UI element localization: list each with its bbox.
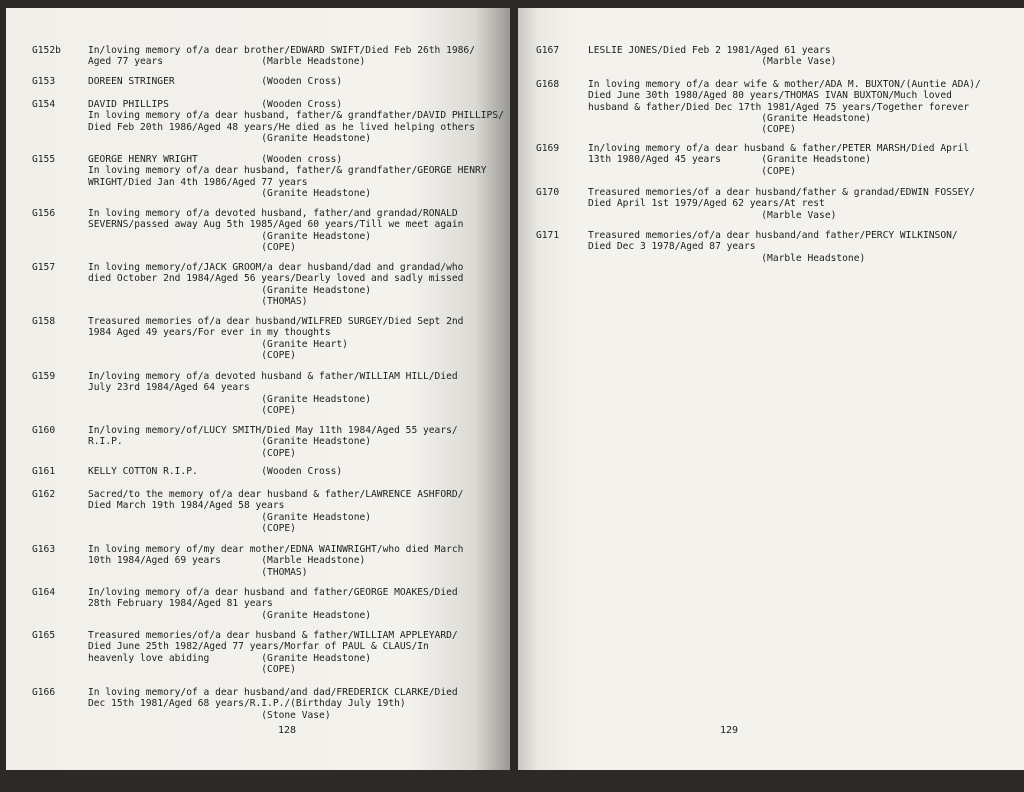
inscription-line: (COPE) (88, 349, 296, 361)
grave-reference: G169 (536, 143, 560, 154)
inscription-line: Treasured memories/of a dear husband/father & grandad/EDWIN FOSSEY/ (588, 187, 975, 198)
grave-reference: G152b (32, 45, 61, 56)
grave-reference: G157 (32, 262, 56, 273)
grave-reference: G166 (32, 687, 56, 698)
inscription-line: In loving memory/of a dear husband/and dad/FREDERICK CLARKE/Died (88, 687, 458, 698)
inscription-line: (COPE) (88, 522, 296, 534)
inscription-line: Treasured memories/of/a dear husband & father/WILLIAM APPLEYARD/ (88, 630, 458, 641)
inscription-line: In loving memory of/a dear husband, father/& grandfather/GEORGE HENRY (88, 165, 487, 177)
inscription-line: KELLY COTTON R.I.P. (Wooden Cross) (88, 466, 343, 477)
inscription-line: 13th 1980/Aged 45 years (Granite Headstone) (588, 154, 872, 166)
inscription-line: (Marble Headstone) (588, 252, 866, 264)
inscription-line: died October 2nd 1984/Aged 56 years/Dearly loved and sadly missed (88, 273, 464, 285)
inscription-line: (COPE) (588, 124, 796, 136)
inscription-line: GEORGE HENRY WRIGHT (Wooden cross) (88, 154, 343, 165)
inscription-line: Sacred/to the memory of/a dear husband & father/LAWRENCE ASHFORD/ (88, 489, 464, 500)
grave-reference: G154 (32, 99, 56, 110)
inscription-line: husband & father/Died Dec 17th 1981/Aged 75 years/Together forever (588, 101, 970, 113)
inscription-line: Dec 15th 1981/Aged 68 years/R.I.P./(Birthday July 19th) (88, 698, 406, 710)
inscription-line: (Granite Headstone) (88, 511, 372, 523)
inscription-line: heavenly love abiding (Granite Headstone) (88, 652, 372, 664)
grave-reference: G164 (32, 587, 56, 598)
grave-reference: G168 (536, 79, 560, 90)
inscription-line: In/loving memory of/a devoted husband & father/WILLIAM HILL/Died (88, 371, 458, 382)
inscription-line: (Granite Headstone) (88, 132, 372, 144)
inscription-line: (COPE) (88, 404, 296, 416)
inscription-line: (COPE) (88, 241, 296, 253)
inscription-line: Died April 1st 1979/Aged 62 years/At rest (588, 198, 825, 210)
grave-reference: G163 (32, 544, 56, 555)
inscription-line: (COPE) (588, 165, 796, 177)
left-page (6, 8, 510, 770)
inscription-line: (Marble Vase) (588, 209, 837, 221)
grave-reference: G171 (536, 230, 560, 241)
inscription-line: 1984 Aged 49 years/For ever in my thoughts (88, 327, 331, 339)
grave-reference: G170 (536, 187, 560, 198)
inscription-line: WRIGHT/Died Jan 4th 1986/Aged 77 years (88, 176, 308, 188)
inscription-line: (Marble Vase) (588, 56, 837, 68)
inscription-line: Died June 30th 1980/Aged 80 years/THOMAS IVAN BUXTON/Much loved (588, 90, 952, 102)
grave-reference: G167 (536, 45, 560, 56)
page-number-left: 128 (278, 725, 297, 736)
grave-reference: G155 (32, 154, 56, 165)
inscription-line: R.I.P. (Granite Headstone) (88, 436, 372, 448)
inscription-line: 28th February 1984/Aged 81 years (88, 598, 273, 610)
inscription-line: (Granite Headstone) (88, 284, 372, 296)
grave-reference: G165 (32, 630, 56, 641)
inscription-line: Died March 19th 1984/Aged 58 years (88, 500, 285, 512)
inscription-line: Aged 77 years (Marble Headstone) (88, 56, 366, 68)
grave-reference: G159 (32, 371, 56, 382)
inscription-line: (Granite Headstone) (588, 112, 872, 124)
inscription-line: 10th 1984/Aged 69 years (Marble Headstone) (88, 555, 366, 567)
inscription-line: Died Dec 3 1978/Aged 87 years (588, 241, 756, 253)
inscription-line: July 23rd 1984/Aged 64 years (88, 382, 250, 394)
inscription-line: In/loving memory of/a dear husband & father/PETER MARSH/Died April (588, 143, 970, 154)
inscription-line: In loving memory of/a dear husband, father/& grandfather/DAVID PHILLIPS/ (88, 110, 504, 122)
inscription-line: (COPE) (88, 447, 296, 459)
inscription-line: (Stone Vase) (88, 709, 331, 721)
inscription-line: In/loving memory of/a dear brother/EDWARD SWIFT/Died Feb 26th 1986/ (88, 45, 475, 56)
inscription-line: Died Feb 20th 1986/Aged 48 years/He died as he lived helping others (88, 121, 475, 133)
inscription-line: Treasured memories of/a dear husband/WILFRED SURGEY/Died Sept 2nd (88, 316, 464, 327)
inscription-line: Treasured memories/of/a dear husband/and father/PERCY WILKINSON/ (588, 230, 958, 241)
grave-reference: G161 (32, 466, 56, 477)
inscription-line: In/loving memory/of/LUCY SMITH/Died May 11th 1984/Aged 55 years/ (88, 425, 458, 436)
inscription-line: (Granite Headstone) (88, 393, 372, 405)
inscription-line: (COPE) (88, 663, 296, 675)
inscription-line: Died June 25th 1982/Aged 77 years/Morfar of PAUL & CLAUS/In (88, 641, 429, 653)
inscription-line: SEVERNS/passed away Aug 5th 1985/Aged 60 years/Till we meet again (88, 219, 464, 231)
inscription-line: (THOMAS) (88, 295, 308, 307)
grave-reference: G158 (32, 316, 56, 327)
grave-reference: G156 (32, 208, 56, 219)
inscription-line: (Granite Headstone) (88, 609, 372, 621)
inscription-line: (THOMAS) (88, 566, 308, 578)
grave-reference: G160 (32, 425, 56, 436)
page-number-right: 129 (720, 725, 739, 736)
inscription-line: In loving memory of/my dear mother/EDNA WAINWRIGHT/who died March (88, 544, 464, 555)
grave-reference: G153 (32, 76, 56, 87)
grave-reference: G162 (32, 489, 56, 500)
inscription-line: DAVID PHILLIPS (Wooden Cross) (88, 99, 343, 110)
inscription-line: (Granite Headstone) (88, 230, 372, 242)
inscription-line: DOREEN STRINGER (Wooden Cross) (88, 76, 343, 87)
right-page (518, 8, 1024, 770)
inscription-line: (Granite Heart) (88, 338, 348, 350)
inscription-line: In/loving memory of/a dear husband and father/GEORGE MOAKES/Died (88, 587, 458, 598)
inscription-line: In loving memory of/a devoted husband, father/and grandad/RONALD (88, 208, 458, 219)
inscription-line: In loving memory of/a dear wife & mother/ADA M. BUXTON/(Auntie ADA)/ (588, 79, 981, 90)
inscription-line: In loving memory/of/JACK GROOM/a dear husband/dad and grandad/who (88, 262, 464, 273)
inscription-line: LESLIE JONES/Died Feb 2 1981/Aged 61 years (588, 45, 831, 56)
inscription-line: (Granite Headstone) (88, 187, 372, 199)
